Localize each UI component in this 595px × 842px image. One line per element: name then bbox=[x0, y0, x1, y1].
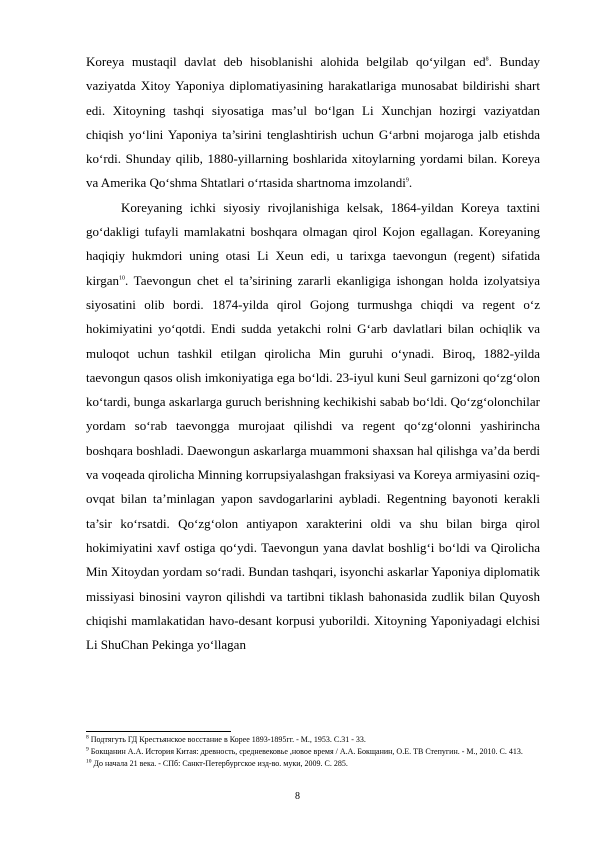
paragraph-2-text-a: Koreyaning ichki siyosiy rivojlanishiga kelsak, 1864-yildan Koreya taxtini goʻdakligi tufayli mamlakatni boshqara olmagan qirol Kojon egallagan. Koreyaning haqiqiy hukmdori uning otasi Li Xeun edi, u tarixga taevongun (regent) sifatida kirgan bbox=[86, 199, 540, 288]
footnotes bbox=[86, 735, 544, 771]
page-body bbox=[86, 50, 540, 657]
footnote-ref-10[interactable]: 10 bbox=[118, 275, 125, 282]
footnote-ref-9[interactable]: 9 bbox=[405, 178, 409, 185]
paragraph-1-text-c: . bbox=[408, 175, 413, 191]
footnote-number: 8 bbox=[86, 734, 89, 741]
footnote-text: Подтягуть ГД Крестьянское восстание в Корее 1893-1895гг. - М., 1953. С.31 - 33. bbox=[88, 735, 366, 744]
paragraph-2 bbox=[86, 196, 540, 658]
paragraph-1 bbox=[86, 50, 540, 196]
footnote-ref-8[interactable]: 8 bbox=[485, 56, 489, 63]
footnote-8 bbox=[86, 735, 544, 745]
footnote-9 bbox=[86, 747, 544, 757]
footnote-separator bbox=[86, 731, 231, 732]
footnote-number: 10 bbox=[86, 758, 92, 765]
page-number: 8 bbox=[295, 791, 300, 802]
paragraph-1-text-b: . Bunday vaziyatda Xitoy Yaponiya diplomatiyasining harakatlariga munosabat bildirishi shart edi. Xitoyning tashqi siyosatiga mas’ul boʻlgan Li Xunchjan hozirgi vaziyatdan chiqish yoʻlini Yaponiya ta’sirini tenglashtirish uchun Gʻarbni mojaroga jalb etishda koʻrdi. Shunday qilib, 1880-yillarning boshlarida xitoylarning yordami bilan. Koreya va Amerika Qoʻshma Shtatlari oʻrtasida shartnoma imzolandi bbox=[86, 54, 540, 191]
footnote-text: Бокщанин А.А. История Китая: древность, средневековье ,новое время / А.А. Бокщанин, О.Е. ТВ Степугин. - М., 2010. С. 413. bbox=[88, 747, 523, 756]
paragraph-1-text-a: Koreya mustaqil davlat deb hisoblanishi alohida belgilab qoʻyilgan ed bbox=[86, 54, 486, 69]
paragraph-2-text-b: . Taevongun chet el ta’sirining zararli ekanligiga ishongan holda izolyatsiya siyosatini olib bordi. 1874-yilda qirol Gojong turmushga chiqdi va regent oʻz hokimiyatini yoʻqotdi. Endi sudda yetakchi rolni Gʻarb davlatlari bilan ochiqlik va muloqot uchun tashkil etilgan qirolicha Min guruhi oʻynadi. Biroq, 1882-yilda taevongun qasos olish imkoniyatiga ega boʻldi. 23-iyul kuni Seul garnizoni qoʻzgʻolon koʻtardi, bunga askarlarga guruch berishning kechikishi sabab boʻldi. Qoʻzgʻolonchilar yordam soʻrab taevongga murojaat qilishdi va regent qoʻzgʻolonni yashirincha boshqara boshladi. Daewongun askarlarga muammoni shaxsan hal qilishga va’da berdi va voqeada qirolicha Minning korrupsiyalashgan fraksiyasi va Koreya armiyasini oziq-ovqat bilan ta’minlagan yapon savdogarlarini aybladi. Regentning bayonoti kerakli ta’sir koʻrsatdi. Qoʻzgʻolon antiyapon xarakterini oldi va shu bilan birga qirol hokimiyatini xavf ostiga qoʻydi. Taevongun yana davlat boshligʻi boʻldi va Qirolicha Min Xitoydan yordam soʻradi. Bundan tashqari, isyonchi askarlar Yaponiya diplomatik missiyasi binosini vayron qilishdi va tartibni tiklash bahonasida zudlik bilan Quyosh chiqishi mamlakatidan havo-desant korpusi yuborildi. Xitoyning Yaponiyadagi elchisi Li ShuChan Pekinga yoʻllagan bbox=[86, 272, 540, 653]
footnote-text: До начала 21 века. - СПб: Санкт-Петербургское изд-во. муки, 2009. С. 285. bbox=[91, 759, 348, 768]
footnote-10 bbox=[86, 759, 544, 769]
footnote-number: 9 bbox=[86, 746, 89, 753]
